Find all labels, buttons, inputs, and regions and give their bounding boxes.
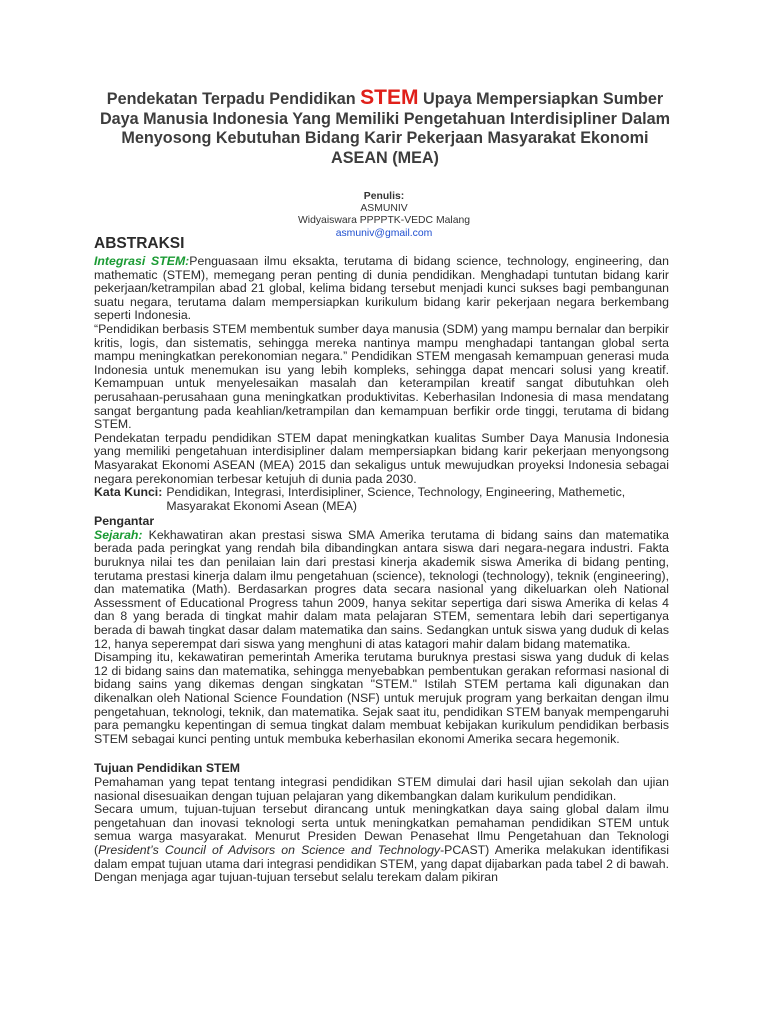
keywords-text: Pendidikan, Integrasi, Interdisipliner, Science, Technology, Engineering, Mathemetic, Masyarakat Ekonomi Asean (MEA) <box>166 485 626 513</box>
document-title <box>92 88 678 168</box>
goals-p2-text-b: -PCAST) Amerika melakukan identifikasi dalam empat tujuan utama dari integrasi pendidikan STEM, yang dapat dijabarkan pada tabel 2 di bawah. Dengan menjaga agar tujuan-tujuan tersebut selalu terekam dalam pikiran <box>94 842 669 885</box>
author-block <box>0 191 768 240</box>
abstract-lead: Integrasi STEM: <box>94 254 190 268</box>
title-part-2: Upaya Mempersiapkan Sumber Daya Manusia Indonesia Yang Memiliki Pengetahuan Interdisipliner Dalam Menyosong Kebutuhan Bidang Karir Pekerjaan Masyarakat Ekonomi ASEAN (MEA) <box>99 90 671 167</box>
keywords-row <box>94 486 669 513</box>
author-label: Penulis: <box>363 191 405 202</box>
abstract-p1-text: Penguasaan ilmu eksakta, terutama di bidang science, technology, engineering, dan mathematic (STEM), memegang peran penting di dunia pendidikan. Menghadapi tuntutan bidang karir pekerjaan/ketrampilan abad 21 global, kelima bidang tersebut menjadi kunci sukses bagi pembangunan suatu negara, terutama dalam mempersiapkan kurikulum bidang karir pekerjaan negara berkembang seperti Indonesia. <box>94 254 669 323</box>
abstract-paragraph-1 <box>94 255 669 323</box>
abstract-paragraph-2: “Pendidikan berbasis STEM membentuk sumber daya manusia (SDM) yang mampu bernalar dan berpikir kritis, logis, dan sistematis, sehingga mereka nantinya mampu menghadapi tantangan global serta mampu meningkatkan perekonomian negara.” Pendidikan STEM mengasah kemampuan generasi muda Indonesia untuk menemukan isu yang lebih kompleks, sehingga dapat mencari solusi yang kreatif. Kemampuan untuk menyelesaikan masalah dan keterampilan kreatif sangat dibutuhkan oleh perusahaan-perusahaan guna meningkatkan produktivitas. Keberhasilan Indonesia di masa mendatang sangat bergantung pada keahlian/ketrampilan dan kemampuan berfikir orde tinggi, terutama di bidang STEM. <box>94 321 669 432</box>
section-spacer <box>94 746 669 760</box>
author-affiliation: Widyaiswara PPPPTK-VEDC Malang <box>297 215 471 227</box>
intro-paragraph-2: Disamping itu, kekawatiran pemerintah Amerika terutama buruknya prestasi siswa yang duduk di kelas 12 di bidang sains dan matematika, sehingga menyebabkan pembentukan gerakan reformasi nasional di bidang sains yang dikemas dengan singkatan "STEM." Istilah STEM pertama kali digunakan dan dikenalkan oleh National Science Foundation (NSF) untuk merujuk program yang berkaitan dengan ilmu pengetahuan, teknologi, teknik, dan matematika. Sejak saat itu, pendidikan STEM banyak mempengaruhi para pemangku kepentingan di semua tingkat dalam membuat kebijakan kurikulum pendidikan berbasis STEM sebagai kunci penting untuk membuka keberhasilan ekonomi Amerika secara hegemonik. <box>94 650 669 746</box>
keywords-label: Kata Kunci: <box>94 485 163 500</box>
goals-p2-text-a: Secara umum, tujuan-tujuan tersebut dirancang untuk meningkatkan daya saing global dalam ilmu pengetahuan dan inovasi teknologi serta untuk meningkatkan pemahaman pendidikan STEM untuk semua warga masyarakat. Menurut Presiden Dewan Penasehat Ilmu Pengetahuan dan Teknologi ( <box>94 802 669 857</box>
goals-heading: Tujuan Pendidikan STEM <box>94 761 240 776</box>
intro-p1-text: Kekhawatiran akan prestasi siswa SMA Amerika terutama di bidang sains dan matematika berada pada peringkat yang rendah bila dibandingkan antara siswa dari negara-negara industri. Fakta buruknya nilai tes dan penilaian lain dari prestasi kinerja akademik siswa Amerika di bidang penting, terutama prestasi kinerja dalam ilmu pengetahuan (science), teknologi (technology), teknik (engineering), dan matematika (Math). Berdasarkan progres data secara nasional yang dikeluarkan oleh National Assessment of Educational Progress tahun 2009, hanya sekitar sepertiga dari siswa Amerika di kelas 4 dan 8 yang berada di tingkat mahir dalam mata pelajaran STEM, sementara lebih dari sepertiganya berada di bawah tingkat dasar dalam matematika dan sains. Sedangkan untuk siswa yang duduk di kelas 12, hanya seperempat dari siswa yang menghuni di atas katagori mahir dalam bidang matematika. <box>94 527 669 651</box>
goals-paragraph-1: Pemahaman yang tepat tentang integrasi pendidikan STEM dimulai dari hasil ujian sekolah dan ujian nasional disesuaikan dengan tujuan pelajaran yang dikembangkan dalam kurikulum pendidikan. <box>94 774 669 803</box>
intro-paragraph-1 <box>94 529 669 651</box>
intro-lead: Sejarah: <box>94 527 143 542</box>
author-name: ASMUNIV <box>360 203 408 215</box>
title-stem-highlight: STEM <box>360 86 419 109</box>
author-email-link[interactable]: asmuniv@gmail.com <box>335 227 433 239</box>
abstract-heading: ABSTRAKSI <box>94 235 185 252</box>
goals-paragraph-2 <box>94 803 669 885</box>
title-part-1: Pendekatan Terpadu Pendidikan <box>106 90 361 108</box>
intro-heading: Pengantar <box>94 514 155 529</box>
abstract-paragraph-3: Pendekatan terpadu pendidikan STEM dapat meningkatkan kualitas Sumber Daya Manusia Indonesia yang memiliki pengetahuan interdisipliner dalam mempersiapkan bidang karir pekerjaan menyongsong Masyarakat Ekonomi ASEAN (MEA) 2015 dan sekaligus untuk mewujudkan proyeksi Indonesia sebagai negara perekonomian terbesar ketujuh di dunia pada 2030. <box>94 430 669 486</box>
goals-p2-italic: President’s Council of Advisors on Science and Technology <box>98 842 441 857</box>
document-body <box>94 235 669 885</box>
